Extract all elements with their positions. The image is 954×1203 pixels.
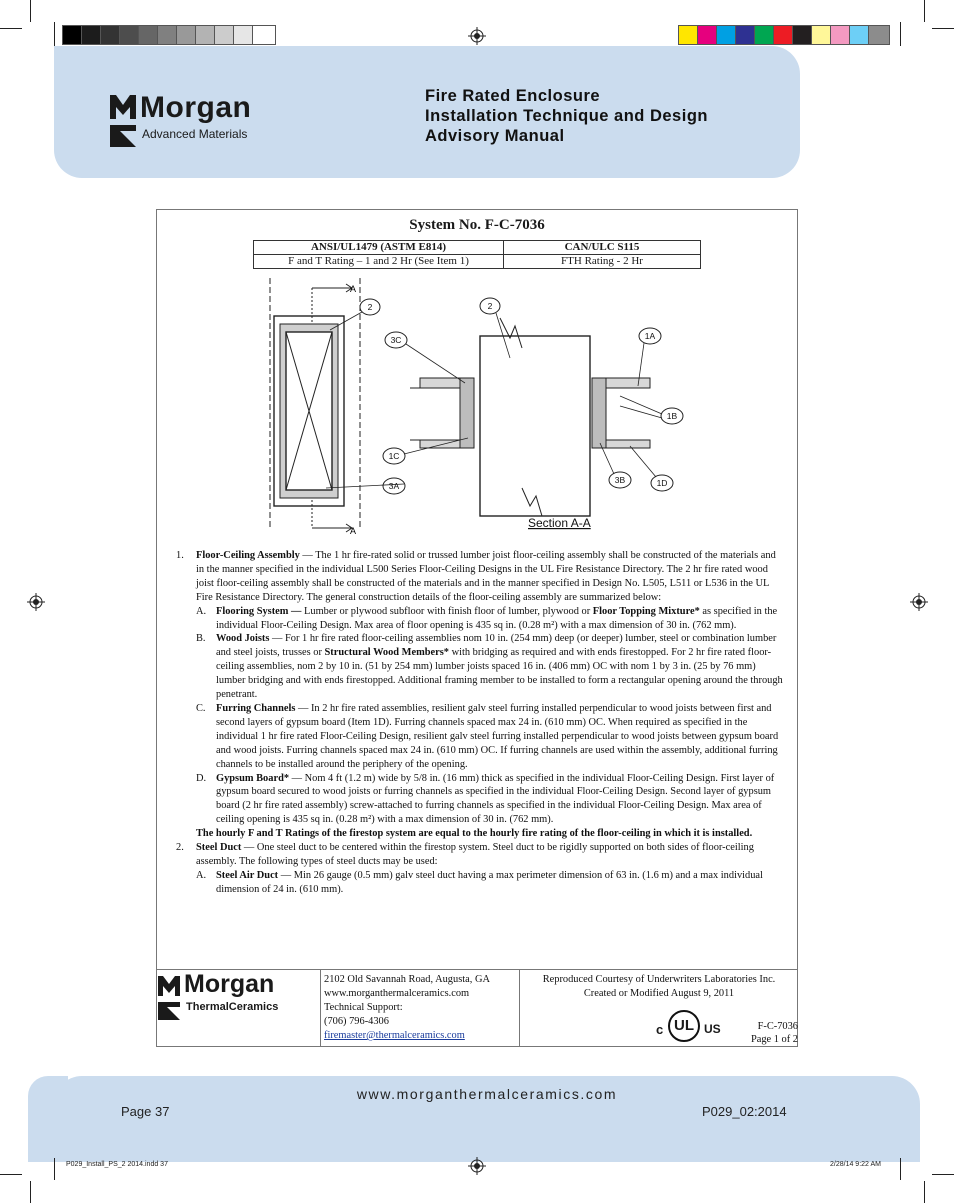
ratings-header-ulc: CAN/ULC S115 <box>504 241 701 255</box>
callout-bubble <box>609 472 631 488</box>
svg-text:3B: 3B <box>614 475 626 485</box>
svg-text:3A: 3A <box>388 481 400 491</box>
morgan-logo-mark-icon <box>110 95 136 147</box>
svg-text:2: 2 <box>367 302 373 312</box>
svg-text:2: 2 <box>487 301 493 311</box>
slug-date-info: 2/28/14 9:22 AM <box>830 1161 881 1168</box>
callout-bubble <box>639 328 661 344</box>
spec-subitem: C. Furring Channels — In 2 hr fire rated assemblies, resilient galv steel furring installed perpendicular to wood joists between first and second layers of gypsum board (Item 1D). Furring channels spaced max 24 in. (610 mm) OC. When required as specified in the individual 1 hr fire rated Floor-Ceiling Design, resilient galv steel furring installed perpendicular to wood joists between gypsum board and wood joists. Furring channels spaced max 24 in. (610 mm) OC. If furring channels are used within the assembly, additional furring channels to be installed around the periphery of the opening. <box>196 702 779 770</box>
svg-text:1D: 1D <box>656 478 668 488</box>
crop-mark <box>54 1158 55 1180</box>
contact-block <box>324 973 490 1043</box>
leader-lines <box>326 312 662 488</box>
callout-bubble <box>360 299 380 315</box>
logo-name: Morgan <box>140 91 252 124</box>
crop-mark <box>932 1174 954 1175</box>
document-page-number: Page 1 of 2 <box>750 1034 798 1045</box>
ratings-table <box>253 240 701 269</box>
footer-logo-name: Morgan <box>184 970 275 998</box>
manual-title-line: Advisory Manual <box>425 127 565 145</box>
crop-mark <box>900 22 901 46</box>
ratings-value-ulc: FTH Rating - 2 Hr <box>504 255 701 269</box>
ratings-value-ul: F and T Rating – 1 and 2 Hr (See Item 1) <box>254 255 504 269</box>
slug-file-info: P029_Install_PS_2 2014.indd 37 <box>66 1161 168 1168</box>
manual-title-line: Fire Rated Enclosure <box>425 87 601 105</box>
callout-bubble <box>480 298 500 314</box>
spec-subitem: A. Steel Air Duct — Min 26 gauge (0.5 mm) galv steel duct having a max perimeter dimension of 63 in. (1.6 m) and a max individual dimension of 24 in. (610 mm). <box>196 869 763 895</box>
courtesy-block <box>521 973 797 1001</box>
section-marker-bottom: A <box>350 526 357 536</box>
system-specification-text <box>176 549 786 897</box>
crop-mark <box>30 0 31 22</box>
email-link[interactable]: firemaster@thermalceramics.com <box>324 1030 465 1041</box>
spec-item: 1. Floor-Ceiling Assembly — The 1 hr fire-rated solid or trussed lumber joist floor-ceiling assembly shall be constructed of the materials and in the manner specified in the individual L500 Series Floor-Ceiling Designs in the UL Fire Resistance Directory. The 2 hr fire rated wood joist floor-ceiling assembly shall be constructed of the materials and in the manner specified in Design No. L505, L511 or L536 in the UL Fire Resistance Directory. The general construction details of the floor-ceiling assembly are summarized below: <box>176 550 776 603</box>
crop-mark <box>932 28 954 29</box>
footer-divider <box>519 970 520 1047</box>
footer-page-number: Page 37 <box>121 1104 170 1119</box>
logo-subtitle: Advanced Materials <box>142 127 248 141</box>
registration-mark-icon <box>468 27 486 45</box>
plan-view <box>270 278 360 532</box>
footer-document-code: P029_02:2014 <box>702 1104 787 1119</box>
manual-title <box>425 86 708 146</box>
footer-divider <box>320 970 321 1047</box>
ratings-header-ul: ANSI/UL1479 (ASTM E814) <box>254 241 504 255</box>
crop-mark <box>924 0 925 22</box>
spec-subitem: A. Flooring System — Lumber or plywood subfloor with finish floor of lumber, plywood or Floor Topping Mixture* as specified in the individual Floor-Ceiling Design. Max area of floor opening is 435 sq in. (0.28 m²) with a max dimension of 30 in. (762 mm). <box>196 605 778 631</box>
section-label: Section A-A <box>528 516 591 530</box>
svg-text:1A: 1A <box>644 331 656 341</box>
callout-bubble <box>651 475 673 491</box>
spec-item-title: Floor-Ceiling Assembly <box>196 550 300 561</box>
system-code: F-C-7036 <box>757 1021 798 1032</box>
footer-website[interactable]: www.morganthermalceramics.com <box>356 1086 618 1102</box>
section-drawing <box>260 278 700 540</box>
spec-subitem: D. Gypsum Board* — Nom 4 ft (1.2 m) wide by 5/8 in. (16 mm) thick as specified in the individual Floor-Ceiling Design. First layer of gypsum board secured to wood joists or furring channels as specified in the individual Floor-Ceiling Design. Second layer of gypsum board (2 hr fire rated assembly) screw-attached to furring channels as specified in the individual Floor-Ceiling Design. Max area of ceiling opening is 435 sq in. (0.28 m²) with a max dimension of 30 in. (762 mm). <box>196 772 775 826</box>
callout-bubble <box>385 332 407 348</box>
cul-us-letters: US <box>704 1022 721 1036</box>
svg-text:1B: 1B <box>666 411 678 421</box>
website: www.morganthermalceramics.com <box>324 988 470 999</box>
phone: (706) 796-4306 <box>324 1016 389 1027</box>
address: 2102 Old Savannah Road, Augusta, GA <box>324 974 490 985</box>
crop-mark <box>900 1158 901 1180</box>
crop-mark <box>924 1181 925 1203</box>
created-date: Created or Modified August 9, 2011 <box>583 988 735 999</box>
manual-title-line: Installation Technique and Design <box>425 107 708 125</box>
crop-mark <box>0 28 22 29</box>
morgan-logo-mark-icon <box>158 976 180 1020</box>
spec-item-title: Steel Duct <box>196 842 242 854</box>
registration-mark-icon <box>910 593 928 611</box>
callout-bubbles <box>360 298 683 494</box>
footer-logo-subtitle: ThermalCeramics <box>186 1001 279 1013</box>
spec-item: 2. Steel Duct — One steel duct to be centered within the firestop system. Steel duct to be rigidly supported on both sides of floor-ceiling assembly. The following types of steel ducts may be used: <box>176 842 754 867</box>
crop-mark <box>0 1174 22 1175</box>
thermal-ceramics-logo <box>158 970 318 1024</box>
system-page-info <box>734 1020 798 1046</box>
section-marker-top: A <box>350 284 357 294</box>
callout-bubble <box>661 408 683 424</box>
cul-c-letter: c <box>656 1022 664 1037</box>
support-label: Technical Support: <box>324 1002 403 1013</box>
callout-bubble <box>383 448 405 464</box>
svg-text:3C: 3C <box>390 335 402 345</box>
registration-mark-icon <box>468 1157 486 1175</box>
registration-mark-icon <box>27 593 45 611</box>
spec-subitem: B. Wood Joists — For 1 hr fire rated floor-ceiling assemblies nom 10 in. (254 mm) deep (or deeper) lumber, steel or combination lumber and steel joists, trusses or Structural Wood Members* with bridging as required and with ends firestopped. For 2 hr fire rated floor-ceiling assemblies, nom 2 by 10 in. (51 by 254 mm) lumber joists spaced 16 in. (406 mm) OC with nom 1 by 3 in. (25 by 76 mm) lumber bridging and with ends firestopped. Additional framing member to be installed to form a rectangular opening around the through penetrant. <box>196 633 783 701</box>
crop-mark <box>54 22 55 46</box>
system-title: System No. F-C-7036 <box>409 217 545 233</box>
cul-us-mark <box>656 1010 730 1044</box>
spec-note: The hourly F and T Ratings of the firestop system are equal to the hourly fire rating of the floor-ceiling in which it is installed. <box>196 828 753 840</box>
callout-bubble <box>383 478 405 494</box>
crop-mark <box>30 1181 31 1203</box>
svg-text:1C: 1C <box>388 451 400 461</box>
ul-logo-icon: UL <box>668 1010 700 1042</box>
courtesy-text: Reproduced Courtesy of Underwriters Laboratories Inc. <box>542 974 776 985</box>
